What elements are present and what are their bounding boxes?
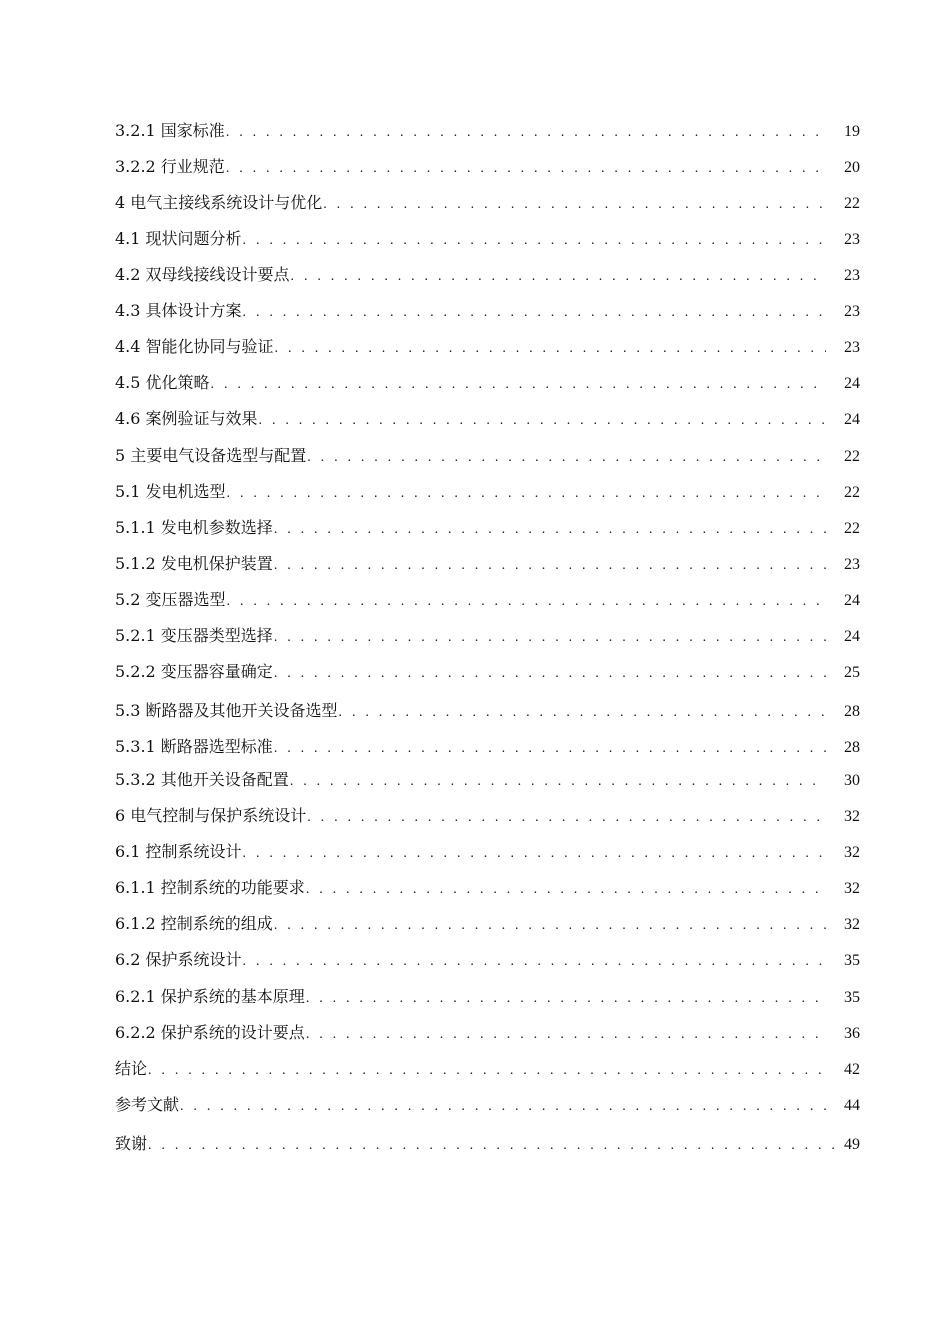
toc-dot-leader (274, 554, 826, 578)
toc-dot-leader (243, 842, 826, 866)
toc-page-number: 22 (844, 448, 860, 465)
toc-page-number: 23 (844, 231, 860, 248)
toc-entry-title: 4.3 具体设计方案 (115, 301, 242, 320)
toc-dot-leader (339, 701, 826, 725)
toc-dot-leader (307, 446, 826, 470)
toc-entry-title: 4.4 智能化协同与验证 (115, 337, 274, 356)
toc-entry[interactable] (115, 1021, 860, 1045)
toc-dot-leader (323, 193, 826, 217)
toc-page-number: 36 (844, 1025, 860, 1042)
toc-entry-title: 6.1 控制系统设计 (115, 842, 242, 861)
toc-dot-leader (243, 229, 826, 253)
toc-page-number: 20 (844, 159, 860, 176)
toc-dot-leader (291, 265, 826, 289)
toc-entry[interactable] (115, 299, 860, 323)
toc-entry[interactable] (115, 876, 860, 900)
toc-page-number: 23 (844, 556, 860, 573)
toc-entry-title: 5.1.1 发电机参数选择 (115, 518, 273, 537)
toc-entry-title: 3.2.1 国家标准 (115, 121, 225, 140)
toc-dot-leader (306, 878, 826, 902)
toc-page-number: 28 (844, 703, 860, 720)
toc-entry[interactable] (115, 155, 860, 179)
toc-dot-leader (226, 121, 826, 145)
toc-entry-title: 6.2 保护系统设计 (115, 950, 242, 969)
toc-page-number: 24 (844, 375, 860, 392)
toc-dot-leader (274, 626, 826, 650)
toc-page-number: 42 (844, 1061, 860, 1078)
toc-page-number: 49 (844, 1136, 860, 1153)
toc-entry[interactable] (115, 804, 860, 828)
toc-entry-title: 5.1 发电机选型 (115, 482, 226, 501)
toc-entry[interactable] (115, 588, 860, 612)
toc-page-number: 25 (844, 664, 860, 681)
toc-dot-leader (243, 301, 826, 325)
toc-entry[interactable] (115, 624, 860, 648)
toc-dot-leader (290, 770, 826, 794)
toc-entry-title: 5.2.1 变压器类型选择 (115, 626, 273, 645)
toc-page-number: 24 (844, 628, 860, 645)
toc-entry-title: 5.3.2 其他开关设备配置 (115, 770, 289, 789)
toc-entry-title: 6.2.1 保护系统的基本原理 (115, 987, 305, 1006)
toc-dot-leader (274, 914, 826, 938)
toc-page-number: 28 (844, 739, 860, 756)
toc-entry[interactable] (115, 516, 860, 540)
toc-dot-leader (259, 409, 826, 433)
toc-entry[interactable] (115, 768, 860, 792)
toc-entry[interactable] (115, 191, 860, 215)
toc-entry[interactable] (115, 263, 860, 287)
toc-entry-title: 结论 (115, 1059, 148, 1078)
toc-dot-leader (180, 1095, 826, 1119)
toc-dot-leader (211, 373, 826, 397)
toc-dot-leader (148, 1059, 826, 1083)
toc-entry[interactable] (115, 227, 860, 251)
toc-page-number: 23 (844, 267, 860, 284)
toc-dot-leader (227, 482, 826, 506)
toc-dot-leader (306, 987, 826, 1011)
toc-page-number: 22 (844, 520, 860, 537)
toc-dot-leader (243, 950, 826, 974)
toc-page-number: 23 (844, 339, 860, 356)
toc-entry-title: 6.2.2 保护系统的设计要点 (115, 1023, 305, 1042)
toc-entry-title: 6.1.2 控制系统的组成 (115, 914, 273, 933)
toc-entry-title: 致谢 (115, 1134, 148, 1153)
toc-page-number: 19 (844, 123, 860, 140)
toc-entry-title: 参考文献 (115, 1095, 180, 1114)
toc-entry[interactable] (115, 552, 860, 576)
toc-page-number: 32 (844, 916, 860, 933)
toc-entry[interactable] (115, 1057, 860, 1081)
toc-page-number: 32 (844, 880, 860, 897)
toc-dot-leader (274, 737, 826, 761)
toc-entry-title: 5.1.2 发电机保护装置 (115, 554, 273, 573)
toc-entry-title: 5 主要电气设备选型与配置 (115, 446, 307, 465)
toc-page-number: 32 (844, 808, 860, 825)
toc-entry-title: 5.3 断路器及其他开关设备选型 (115, 701, 338, 720)
toc-entry[interactable] (115, 1093, 860, 1117)
toc-dot-leader (274, 662, 826, 686)
toc-entry-title: 6.1.1 控制系统的功能要求 (115, 878, 305, 897)
toc-page-number: 35 (844, 989, 860, 1006)
toc-dot-leader (274, 518, 826, 542)
toc-entry-title: 6 电气控制与保护系统设计 (115, 806, 307, 825)
toc-entry-title: 5.3.1 断路器选型标准 (115, 737, 273, 756)
toc-entry[interactable] (115, 335, 860, 359)
toc-dot-leader (306, 1023, 826, 1047)
toc-entry[interactable] (115, 407, 860, 431)
toc-dot-leader (227, 590, 826, 614)
toc-entry-title: 4.2 双母线接线设计要点 (115, 265, 290, 284)
toc-entry-title: 4 电气主接线系统设计与优化 (115, 193, 323, 212)
toc-dot-leader (275, 337, 826, 361)
toc-page-number: 32 (844, 844, 860, 861)
toc-dot-leader (307, 806, 826, 830)
toc-entry-title: 4.6 案例验证与效果 (115, 409, 258, 428)
toc-entry-title: 5.2 变压器选型 (115, 590, 226, 609)
toc-entry[interactable] (115, 119, 860, 143)
toc-entry-title: 3.2.2 行业规范 (115, 157, 225, 176)
toc-entry[interactable] (115, 912, 860, 936)
toc-entry[interactable] (115, 735, 860, 759)
toc-entry[interactable] (115, 699, 860, 723)
toc-entry[interactable] (115, 1132, 860, 1156)
toc-entry[interactable] (115, 371, 860, 395)
toc-page-number: 22 (844, 195, 860, 212)
toc-page-number: 23 (844, 303, 860, 320)
toc-page-number: 44 (844, 1097, 860, 1114)
toc-entry-title: 4.1 现状问题分析 (115, 229, 242, 248)
toc-page-number: 24 (844, 592, 860, 609)
toc-page-number: 30 (844, 772, 860, 789)
toc-entry[interactable] (115, 480, 860, 504)
toc-dot-leader (148, 1134, 834, 1158)
toc-entry-title: 5.2.2 变压器容量确定 (115, 662, 273, 681)
toc-page-number: 22 (844, 484, 860, 501)
toc-page-number: 24 (844, 411, 860, 428)
toc-entry[interactable] (115, 948, 860, 972)
toc-entry[interactable] (115, 985, 860, 1009)
toc-entry-title: 4.5 优化策略 (115, 373, 210, 392)
toc-entry[interactable] (115, 660, 860, 684)
toc-entry[interactable] (115, 840, 860, 864)
toc-page-number: 35 (844, 952, 860, 969)
toc-entry[interactable] (115, 444, 860, 468)
toc-dot-leader (226, 157, 826, 181)
